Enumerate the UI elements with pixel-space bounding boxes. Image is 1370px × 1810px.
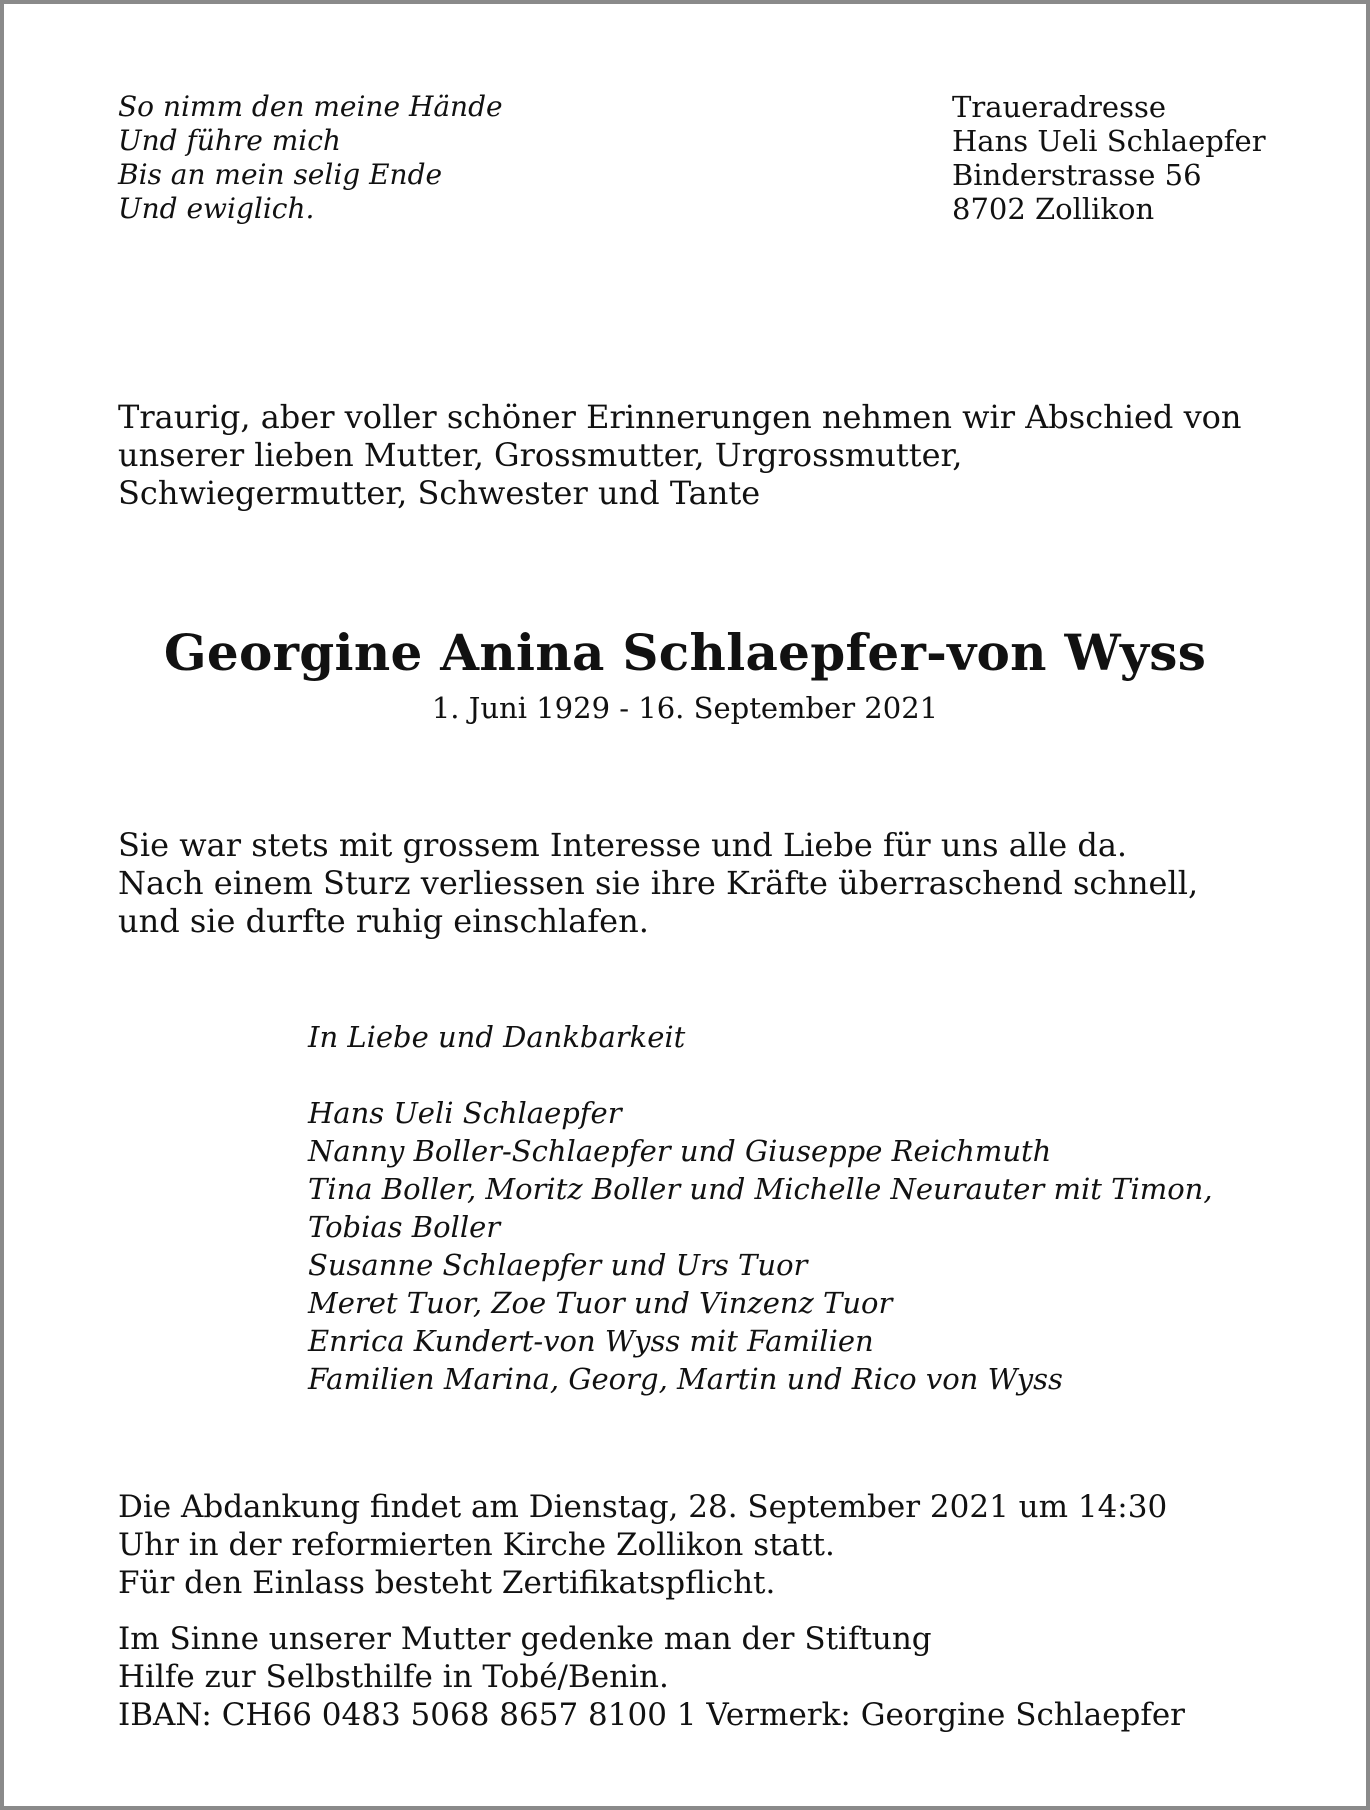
intro-line: unserer lieben Mutter, Grossmutter, Urgrossmutter, [118, 436, 963, 474]
verse-line: Bis an mein selig Ende [118, 158, 443, 191]
address-name: Hans Ueli Schlaepfer [952, 124, 1266, 158]
thanks-line: In Liebe und Dankbarkeit [308, 1020, 686, 1054]
address-heading: Traueradresse [952, 90, 1167, 124]
mourner-item: Susanne Schlaepfer und Urs Tuor [308, 1248, 808, 1282]
donation-line: Im Sinne unserer Mutter gedenke man der Stiftung [118, 1621, 932, 1657]
mourner-item: Tina Boller, Moritz Boller und Michelle Neurauter mit Timon, [308, 1172, 1213, 1206]
ceremony-line: Uhr in der reformierten Kirche Zollikon statt. [118, 1527, 835, 1563]
verse-line: Und führe mich [118, 124, 341, 157]
deceased-name: Georgine Anina Schlaepfer-von Wyss [163, 623, 1207, 682]
life-dates: 1. Juni 1929 - 16. September 2021 [431, 691, 939, 725]
bio-line: Sie war stets mit grossem Interesse und Liebe für uns alle da. [118, 826, 1128, 864]
ceremony-line: Die Abdankung findet am Dienstag, 28. September 2021 um 14:30 [118, 1489, 1168, 1525]
bio-paragraph [118, 826, 1198, 940]
mourner-item: Meret Tuor, Zoe Tuor und Vinzenz Tuor [308, 1286, 893, 1320]
mourner-item: Enrica Kundert-von Wyss mit Familien [308, 1324, 874, 1358]
mourners-list [308, 1094, 1213, 1398]
verse-block [118, 90, 503, 226]
address-street: Binderstrasse 56 [952, 158, 1202, 192]
ceremony-line: Für den Einlass besteht Zertifikatspflicht. [118, 1565, 776, 1601]
ceremony-paragraph [118, 1488, 1167, 1602]
verse-line: So nimm den meine Hände [118, 90, 503, 123]
intro-line: Traurig, aber voller schöner Erinnerungen nehmen wir Abschied von [118, 398, 1242, 436]
donation-paragraph [118, 1620, 1185, 1734]
mourner-item: Nanny Boller-Schlaepfer und Giuseppe Reichmuth [308, 1134, 1052, 1168]
verse-line: Und ewiglich. [118, 192, 315, 225]
intro-line: Schwiegermutter, Schwester und Tante [118, 474, 761, 512]
intro-paragraph [118, 398, 1242, 512]
bio-line: und sie durfte ruhig einschlafen. [118, 902, 649, 940]
donation-line: Hilfe zur Selbsthilfe in Tobé/Benin. [118, 1659, 669, 1695]
mourner-item: Tobias Boller [308, 1210, 501, 1244]
mourner-item: Familien Marina, Georg, Martin und Rico von Wyss [308, 1362, 1063, 1396]
address-city: 8702 Zollikon [952, 192, 1155, 226]
mourning-address-block [952, 90, 1266, 226]
donation-iban: IBAN: CH66 0483 5068 8657 8100 1 Vermerk: Georgine Schlaepfer [118, 1697, 1186, 1733]
mourner-item: Hans Ueli Schlaepfer [308, 1096, 622, 1130]
bio-line: Nach einem Sturz verliessen sie ihre Kräfte überraschend schnell, [118, 864, 1199, 902]
